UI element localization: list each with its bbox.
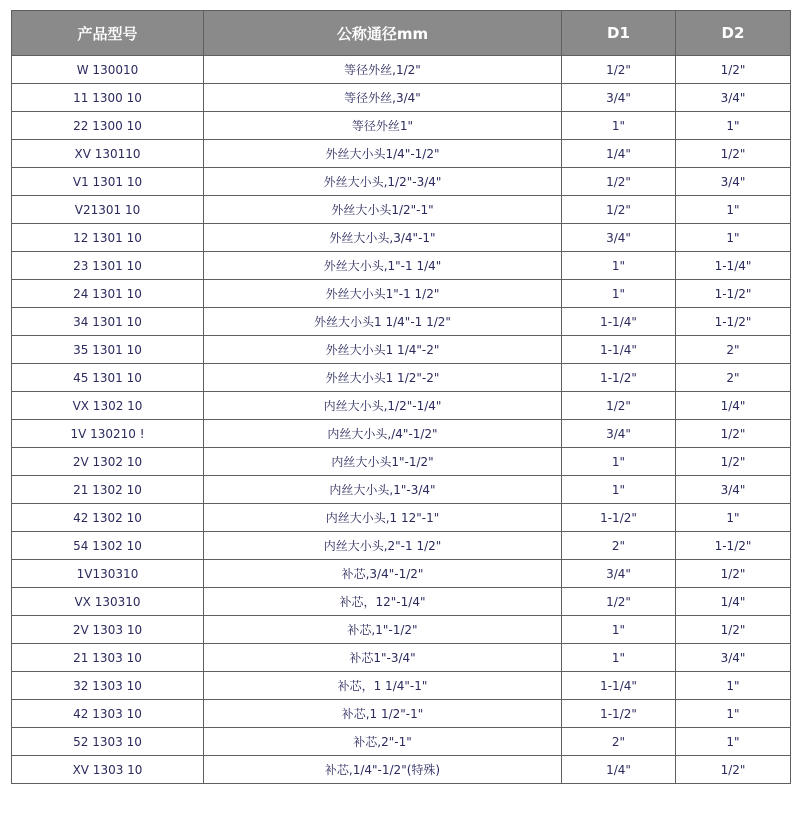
- cell-description: 内丝大小头,/4"-1/2": [204, 420, 562, 448]
- cell-d1: 1-1/2": [562, 364, 676, 392]
- table-row: [12, 168, 791, 196]
- cell-d2: 2": [676, 364, 791, 392]
- table-row: [12, 476, 791, 504]
- table-row: [12, 112, 791, 140]
- table-row: [12, 504, 791, 532]
- cell-description: 外丝大小头1/2"-1": [204, 196, 562, 224]
- cell-model: 1V130310: [12, 560, 204, 588]
- cell-d1: 1-1/4": [562, 672, 676, 700]
- cell-model: 22 1300 10: [12, 112, 204, 140]
- table-row: [12, 280, 791, 308]
- header-d1: D1: [562, 11, 676, 56]
- cell-description: 外丝大小头,1"-1 1/4": [204, 252, 562, 280]
- table-row: [12, 532, 791, 560]
- cell-description: 补芯，1 1/4"-1": [204, 672, 562, 700]
- cell-d2: 1/2": [676, 56, 791, 84]
- cell-d2: 1": [676, 196, 791, 224]
- cell-d1: 1-1/2": [562, 700, 676, 728]
- cell-d1: 1-1/2": [562, 504, 676, 532]
- cell-d2: 1": [676, 504, 791, 532]
- cell-description: 外丝大小头,1/2"-3/4": [204, 168, 562, 196]
- cell-d2: 1": [676, 112, 791, 140]
- cell-model: 21 1302 10: [12, 476, 204, 504]
- cell-description: 外丝大小头1 1/2"-2": [204, 364, 562, 392]
- cell-d1: 3/4": [562, 560, 676, 588]
- table-row: [12, 700, 791, 728]
- cell-model: V21301 10: [12, 196, 204, 224]
- cell-description: 内丝大小头,1"-3/4": [204, 476, 562, 504]
- header-model: 产品型号: [12, 11, 204, 56]
- table-row: [12, 224, 791, 252]
- table-row: [12, 56, 791, 84]
- table-row: [12, 308, 791, 336]
- cell-model: 2V 1303 10: [12, 616, 204, 644]
- cell-d1: 1-1/4": [562, 308, 676, 336]
- cell-d2: 1-1/4": [676, 252, 791, 280]
- table-row: [12, 756, 791, 784]
- cell-model: 42 1303 10: [12, 700, 204, 728]
- cell-model: XV 1303 10: [12, 756, 204, 784]
- cell-d2: 3/4": [676, 644, 791, 672]
- cell-d1: 1": [562, 280, 676, 308]
- cell-d2: 1/2": [676, 448, 791, 476]
- cell-description: 补芯,2"-1": [204, 728, 562, 756]
- cell-model: VX 1302 10: [12, 392, 204, 420]
- cell-model: 2V 1302 10: [12, 448, 204, 476]
- cell-description: 补芯1"-3/4": [204, 644, 562, 672]
- cell-d1: 1/2": [562, 168, 676, 196]
- cell-model: 11 1300 10: [12, 84, 204, 112]
- table-row: [12, 84, 791, 112]
- table-row: [12, 252, 791, 280]
- cell-d1: 1-1/4": [562, 336, 676, 364]
- cell-d2: 1": [676, 700, 791, 728]
- cell-model: 54 1302 10: [12, 532, 204, 560]
- product-spec-table: [11, 10, 791, 784]
- cell-model: VX 130310: [12, 588, 204, 616]
- cell-d2: 1/2": [676, 140, 791, 168]
- cell-description: 外丝大小头1/4"-1/2": [204, 140, 562, 168]
- cell-model: V1 1301 10: [12, 168, 204, 196]
- cell-model: 52 1303 10: [12, 728, 204, 756]
- cell-d1: 1": [562, 252, 676, 280]
- cell-d1: 1/2": [562, 588, 676, 616]
- cell-d1: 3/4": [562, 84, 676, 112]
- cell-description: 外丝大小头1"-1 1/2": [204, 280, 562, 308]
- cell-model: 23 1301 10: [12, 252, 204, 280]
- cell-d1: 3/4": [562, 420, 676, 448]
- table-body: [12, 56, 791, 784]
- header-nominal-diameter: 公称通径mm: [204, 11, 562, 56]
- cell-d2: 1": [676, 728, 791, 756]
- cell-d1: 2": [562, 532, 676, 560]
- cell-d1: 2": [562, 728, 676, 756]
- cell-d2: 2": [676, 336, 791, 364]
- cell-d1: 1": [562, 448, 676, 476]
- cell-model: XV 130110: [12, 140, 204, 168]
- cell-model: 12 1301 10: [12, 224, 204, 252]
- cell-d2: 1/2": [676, 616, 791, 644]
- table-row: [12, 588, 791, 616]
- table-row: [12, 644, 791, 672]
- cell-d1: 1/2": [562, 56, 676, 84]
- cell-d1: 1/4": [562, 140, 676, 168]
- cell-d1: 1/2": [562, 196, 676, 224]
- cell-d2: 1/2": [676, 756, 791, 784]
- cell-d1: 1": [562, 476, 676, 504]
- cell-description: 外丝大小头1 1/4"-2": [204, 336, 562, 364]
- cell-d2: 1/2": [676, 560, 791, 588]
- cell-d2: 1/2": [676, 420, 791, 448]
- cell-d2: 1-1/2": [676, 532, 791, 560]
- cell-d2: 1-1/2": [676, 280, 791, 308]
- cell-model: 1V 130210 !: [12, 420, 204, 448]
- cell-model: 42 1302 10: [12, 504, 204, 532]
- header-d2: D2: [676, 11, 791, 56]
- table-row: [12, 140, 791, 168]
- cell-d2: 3/4": [676, 476, 791, 504]
- cell-model: 21 1303 10: [12, 644, 204, 672]
- cell-description: 内丝大小头,1/2"-1/4": [204, 392, 562, 420]
- table-row: [12, 616, 791, 644]
- cell-description: 补芯,1 1/2"-1": [204, 700, 562, 728]
- cell-d2: 3/4": [676, 84, 791, 112]
- table-row: [12, 392, 791, 420]
- cell-d2: 1": [676, 224, 791, 252]
- cell-d2: 1/4": [676, 392, 791, 420]
- cell-description: 等径外丝1": [204, 112, 562, 140]
- table-row: [12, 420, 791, 448]
- cell-description: 补芯,1/4"-1/2"(特殊): [204, 756, 562, 784]
- cell-model: 35 1301 10: [12, 336, 204, 364]
- table-row: [12, 728, 791, 756]
- cell-model: 24 1301 10: [12, 280, 204, 308]
- cell-description: 内丝大小头1"-1/2": [204, 448, 562, 476]
- cell-d2: 1/4": [676, 588, 791, 616]
- table-row: [12, 196, 791, 224]
- cell-description: 补芯，12"-1/4": [204, 588, 562, 616]
- cell-d1: 1": [562, 644, 676, 672]
- table-header: [12, 11, 791, 56]
- header-row: [12, 11, 791, 56]
- cell-model: W 130010: [12, 56, 204, 84]
- table-row: [12, 364, 791, 392]
- table-row: [12, 448, 791, 476]
- cell-d1: 3/4": [562, 224, 676, 252]
- cell-d1: 1/2": [562, 392, 676, 420]
- cell-d2: 1": [676, 672, 791, 700]
- cell-description: 补芯,3/4"-1/2": [204, 560, 562, 588]
- cell-d1: 1": [562, 616, 676, 644]
- table-row: [12, 672, 791, 700]
- cell-d1: 1": [562, 112, 676, 140]
- cell-d2: 1-1/2": [676, 308, 791, 336]
- cell-description: 补芯,1"-1/2": [204, 616, 562, 644]
- cell-description: 等径外丝,3/4": [204, 84, 562, 112]
- cell-model: 34 1301 10: [12, 308, 204, 336]
- cell-model: 45 1301 10: [12, 364, 204, 392]
- cell-description: 外丝大小头,3/4"-1": [204, 224, 562, 252]
- cell-d1: 1/4": [562, 756, 676, 784]
- cell-description: 内丝大小头,1 12"-1": [204, 504, 562, 532]
- cell-d2: 3/4": [676, 168, 791, 196]
- cell-description: 外丝大小头1 1/4"-1 1/2": [204, 308, 562, 336]
- cell-model: 32 1303 10: [12, 672, 204, 700]
- cell-description: 内丝大小头,2"-1 1/2": [204, 532, 562, 560]
- table-row: [12, 560, 791, 588]
- cell-description: 等径外丝,1/2": [204, 56, 562, 84]
- table-row: [12, 336, 791, 364]
